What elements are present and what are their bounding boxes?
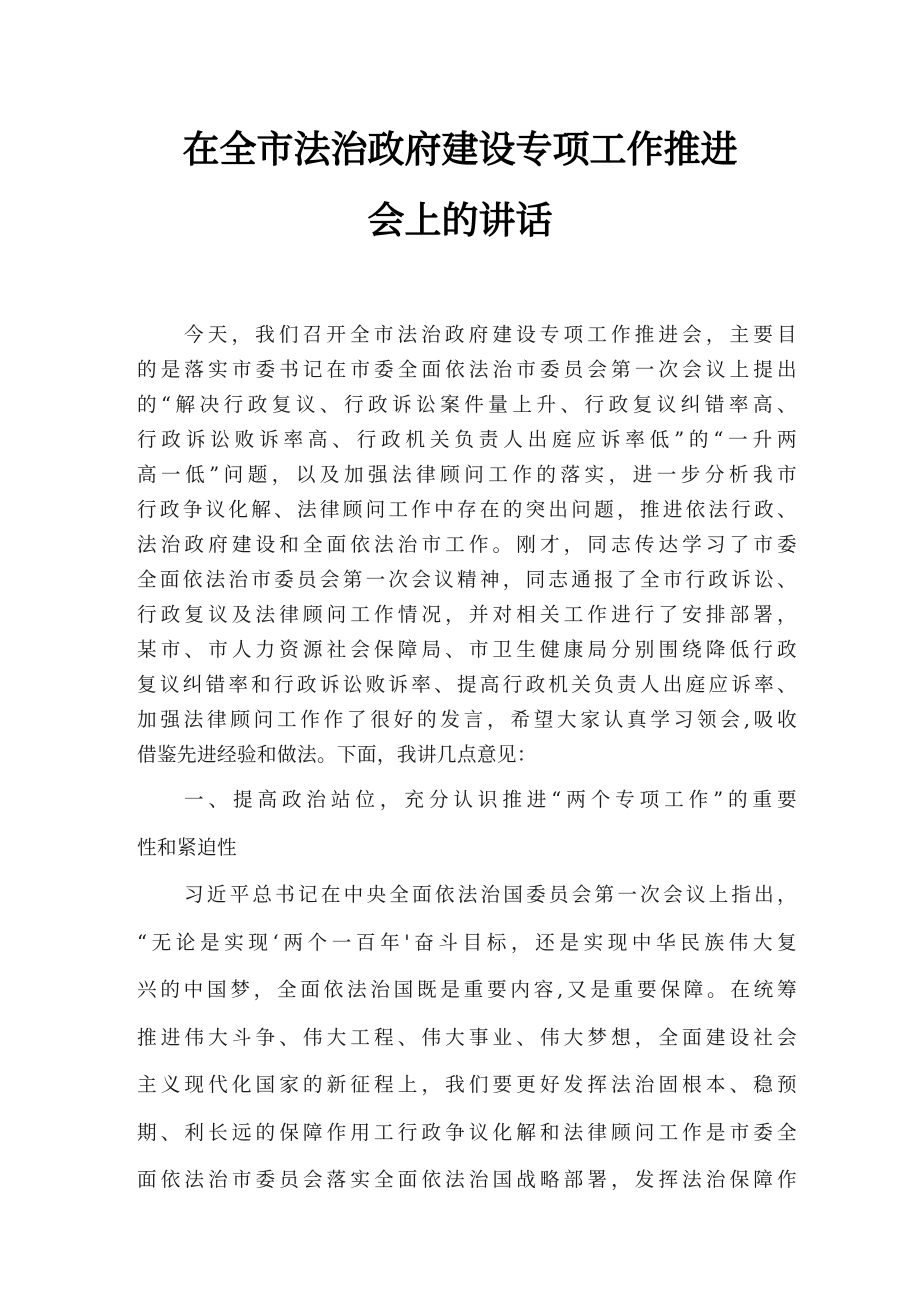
paragraph-line: 行政诉讼败诉率高、行政机关负责人出庭应诉率低”的“一升两 xyxy=(137,428,797,451)
section-heading-line: 一、提高政治站位，充分认识推进“两个专项工作”的重要 xyxy=(184,788,797,811)
paragraph-line: 复议纠错率和行政诉讼败诉率、提高行政机关负责人出庭应诉率、 xyxy=(137,673,797,696)
paragraph-line: 行政复议及法律顾问工作情况，并对相关工作进行了安排部署， xyxy=(137,603,797,626)
paragraph-line: 全面依法治市委员会第一次会议精神，同志通报了全市行政诉讼、 xyxy=(137,568,797,591)
paragraph-line: 的“解决行政复议、行政诉讼案件量上升、行政复议纠错率高、 xyxy=(137,393,797,416)
paragraph-line: 高一低”问题，以及加强法律顾问工作的落实，进一步分析我市 xyxy=(137,463,797,486)
section-heading-line: 性和紧迫性 xyxy=(137,836,237,859)
document-title-line-1: 在全市法治政府建设专项工作推进 xyxy=(182,128,738,171)
paragraph-line: 法治政府建设和全面依法治市工作。刚才，同志传达学习了市委 xyxy=(137,533,797,556)
paragraph-line: 兴的中国梦，全面依法治国既是重要内容,又是重要保障。在统筹 xyxy=(137,978,797,1001)
paragraph-line: 行政争议化解、法律顾问工作中存在的突出问题，推进依法行政、 xyxy=(137,498,797,521)
paragraph-line: 主义现代化国家的新征程上，我们要更好发挥法治固根本、稳预 xyxy=(137,1073,797,1096)
paragraph-line: “无论是实现‘两个一百年'奋斗目标，还是实现中华民族伟大复 xyxy=(137,931,797,954)
paragraph-line: 的是落实市委书记在市委全面依法治市委员会第一次会议上提出 xyxy=(137,358,797,381)
paragraph-line: 推进伟大斗争、伟大工程、伟大事业、伟大梦想，全面建设社会 xyxy=(137,1026,797,1049)
paragraph-line: 加强法律顾问工作作了很好的发言，希望大家认真学习领会,吸收 xyxy=(137,708,797,731)
paragraph-line: 今天，我们召开全市法治政府建设专项工作推进会，主要目 xyxy=(184,323,797,346)
paragraph-line: 面依法治市委员会落实全面依法治国战略部署，发挥法治保障作 xyxy=(137,1168,797,1191)
paragraph-line: 期、利长远的保障作用工行政争议化解和法律顾问工作是市委全 xyxy=(137,1121,797,1144)
paragraph-line: 借鉴先进经验和做法。下面，我讲几点意见： xyxy=(137,743,537,766)
document-title-line-2: 会上的讲话 xyxy=(367,199,553,242)
paragraph-line: 某市、市人力资源社会保障局、市卫生健康局分别围绕降低行政 xyxy=(137,638,797,661)
paragraph-line: 习近平总书记在中央全面依法治国委员会第一次会议上指出， xyxy=(184,883,797,906)
